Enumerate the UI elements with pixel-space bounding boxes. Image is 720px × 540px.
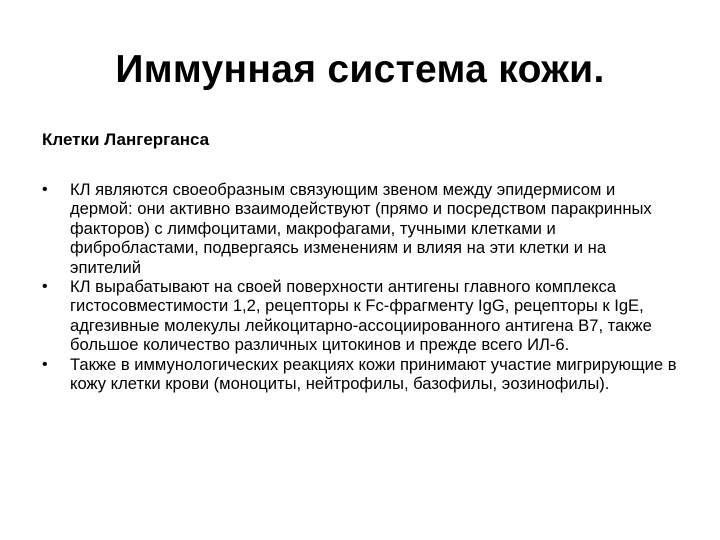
bullet-item xyxy=(40,277,680,355)
bullet-text: Также в иммунологических реакциях кожи принимают участие мигрирующие в кожу клетки крови (моноциты, нейтрофилы, базофилы, эозинофилы). xyxy=(70,354,677,394)
bullet-icon: • xyxy=(42,278,48,296)
bullet-text: КЛ вырабатывают на своей поверхности антигены главного комплекса гистосовместимости 1,2, рецепторы к Fc-фрагменту IgG, рецепторы к IgE, адгезивные молекулы лейкоцитарно-ассоциированного антигена В7, также большое количество различных цитокинов и прежде всего ИЛ-6. xyxy=(70,277,652,355)
bullet-item xyxy=(40,355,680,394)
bullet-icon: • xyxy=(42,181,48,198)
bullet-text: КЛ являются своеобразным связующим звеном между эпидермисом и дермой: они активно взаимодействуют (прямо и посредством паракринных факторов) с лимфоцитами, макрофагами, тучными клетками и фибробластами, подвергаясь изменениям и влияя на эти клетки и на эпителий xyxy=(70,180,652,277)
slide-title: Иммунная система кожи. xyxy=(115,48,605,91)
bullet-icon: • xyxy=(42,355,48,373)
bullet-list xyxy=(40,180,680,393)
slide-subtitle: Клетки Лангерганса xyxy=(42,130,210,149)
bullet-item xyxy=(40,180,680,277)
